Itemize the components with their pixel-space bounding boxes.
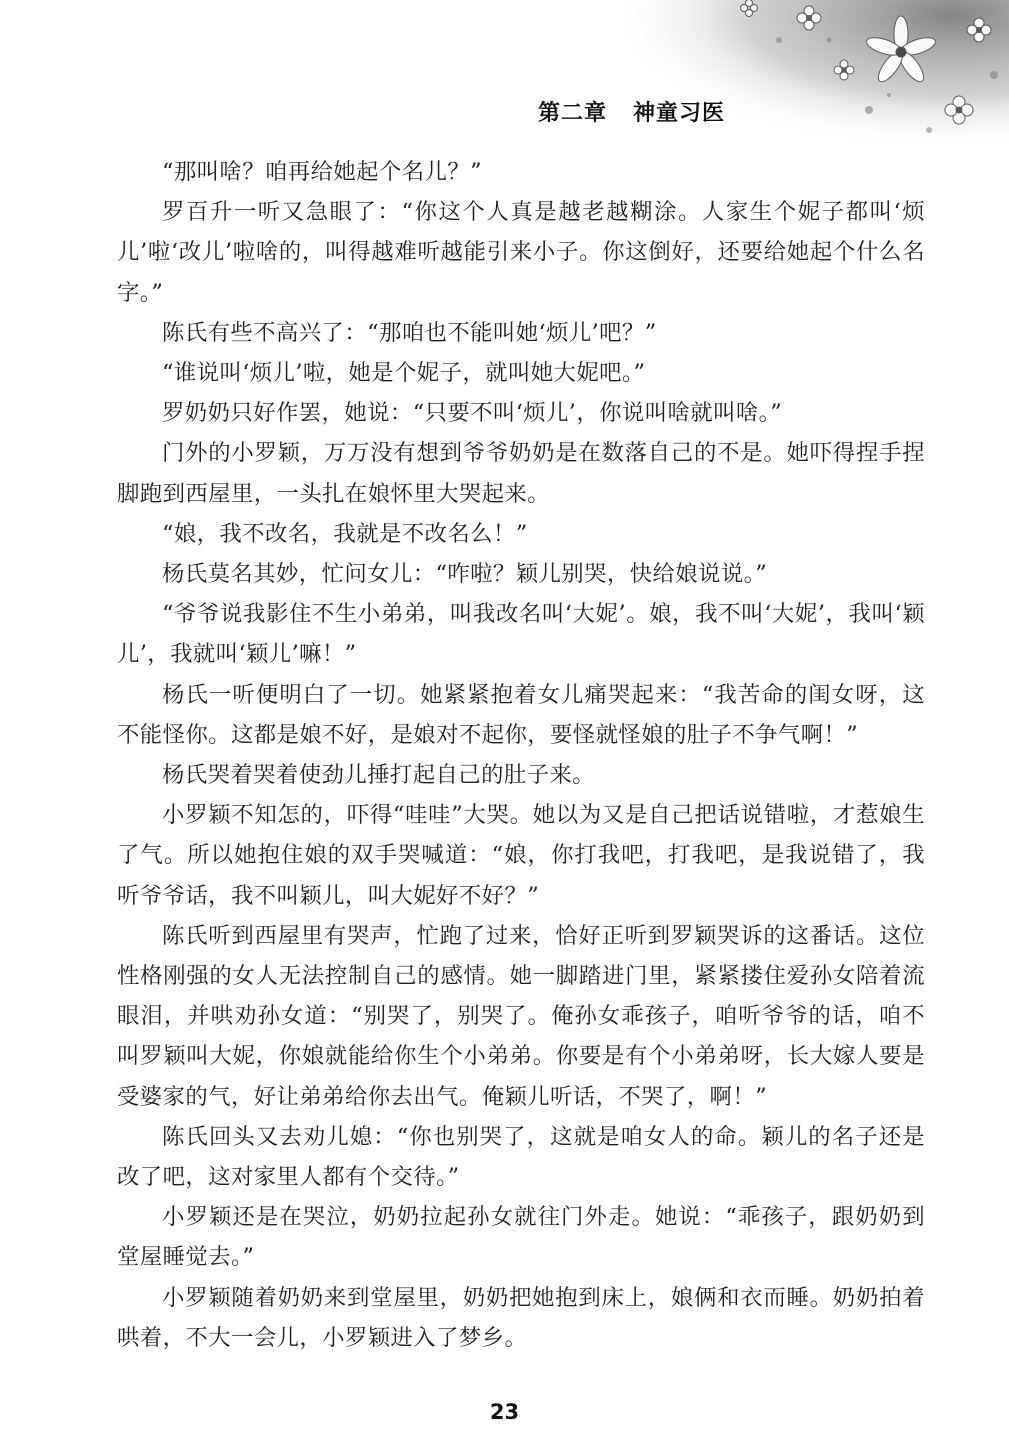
paragraph: 杨氏莫名其妙，忙问女儿：“咋啦？颖儿别哭，快给娘说说。” bbox=[162, 561, 768, 588]
body-text bbox=[117, 152, 925, 1358]
paragraph: 小罗颖还是在哭泣，奶奶拉起孙女就往门外走。她说：“乖孩子，跟奶奶到堂屋睡觉去。” bbox=[117, 1204, 925, 1271]
paragraph: 门外的小罗颖，万万没有想到爷爷奶奶是在数落自己的不是。她吓得捏手捏脚跑到西屋里，一头扎在娘怀里大哭起来。 bbox=[117, 440, 925, 507]
chapter-title: 神童习医 bbox=[633, 101, 726, 126]
paragraph: “那叫啥？咱再给她起个名儿？” bbox=[162, 159, 482, 185]
floral-corner-decoration bbox=[629, 0, 1009, 150]
paragraph: 小罗颖不知怎的，吓得“哇哇”大哭。她以为又是自己把话说错啦，才惹娘生了气。所以她抱住娘的双手哭喊道：“娘，你打我吧，打我吧，是我说错了，我听爷爷话，我不叫颖儿，叫大妮好不好？” bbox=[117, 802, 925, 909]
paragraph: 陈氏听到西屋里有哭声，忙跑了过来，恰好正听到罗颖哭诉的这番话。这位性格刚强的女人无法控制自己的感情。她一脚踏进门里，紧紧搂住爱孙女陪着流眼泪，并哄劝孙女道：“别哭了，别哭了。俺孙女乖孩子，咱听爷爷的话，咱不叫罗颖叫大妮，你娘就能给你生个小弟弟。你要是有个小弟弟呀，长大嫁人要是受婆家的气，好让弟弟给你去出气。俺颖儿听话，不哭了，啊！” bbox=[117, 922, 925, 1110]
chapter-number: 第二章 bbox=[538, 101, 608, 126]
paragraph: “爷爷说我影住不生小弟弟，叫我改名叫‘大妮’。娘，我不叫‘大妮’，我叫‘颖儿’，我就叫‘颖儿’嘛！” bbox=[117, 601, 925, 668]
paragraph: 罗奶奶只好作罢，她说：“只要不叫‘烦儿’，你说叫啥就叫啥。” bbox=[162, 400, 783, 427]
page-number: 23 bbox=[489, 1400, 520, 1424]
paragraph: 罗百升一听又急眼了：“你这个人真是越老越糊涂。人家生个妮子都叫‘烦儿’啦‘改儿’啦啥的，叫得越难听越能引来小子。你这倒好，还要给她起个什么名字。” bbox=[117, 199, 925, 306]
paragraph: 陈氏回头又去劝儿媳：“你也别哭了，这就是咱女人的命。颖儿的名子还是改了吧，这对家里人都有个交待。” bbox=[117, 1123, 925, 1191]
paragraph: “谁说叫‘烦儿’啦，她是个妮子，就叫她大妮吧。” bbox=[162, 360, 646, 387]
paragraph: “娘，我不改名，我就是不改名么！” bbox=[162, 520, 528, 547]
paragraph: 陈氏有些不高兴了：“那咱也不能叫她‘烦儿’吧？” bbox=[162, 319, 657, 346]
paragraph: 杨氏哭着哭着使劲儿捶打起自己的肚子来。 bbox=[162, 762, 596, 789]
chapter-header bbox=[538, 96, 725, 127]
paragraph: 小罗颖随着奶奶来到堂屋里，奶奶把她抱到床上，娘俩和衣而睡。奶奶拍着哄着，不大一会儿，小罗颖进入了梦乡。 bbox=[117, 1284, 925, 1351]
paragraph: 杨氏一听便明白了一切。她紧紧抱着女儿痛哭起来：“我苦命的闺女呀，这不能怪你。这都是娘不好，是娘对不起你，要怪就怪娘的肚子不争气啊！” bbox=[117, 681, 925, 748]
